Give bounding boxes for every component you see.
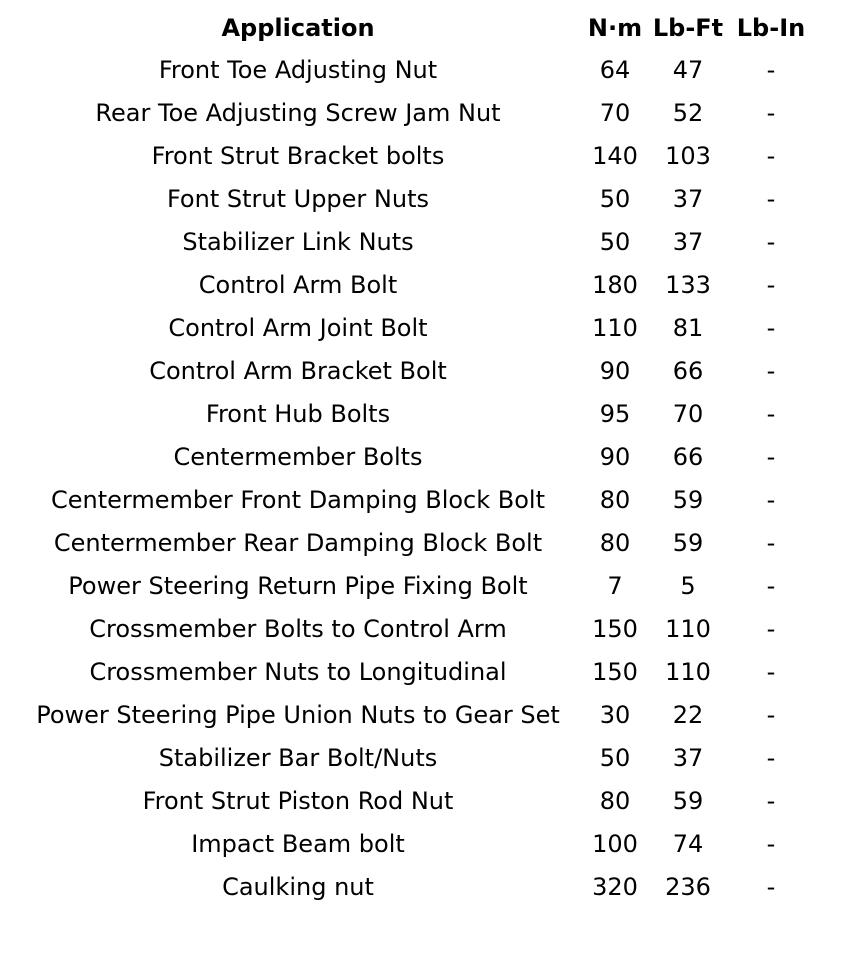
- cell-lbft: 236: [665, 873, 711, 901]
- cell-application: Control Arm Bolt: [198, 271, 398, 299]
- cell-application: Front Strut Bracket bolts: [151, 142, 445, 170]
- cell-nm: 150: [592, 615, 638, 643]
- cell-nm: 50: [599, 744, 631, 772]
- cell-lbft: 103: [665, 142, 711, 170]
- table-body: [0, 49, 864, 909]
- cell-lbin: -: [766, 486, 776, 514]
- cell-lbin: -: [766, 271, 776, 299]
- cell-nm: 90: [599, 443, 631, 471]
- cell-lbft: 59: [672, 486, 704, 514]
- header-application: Application: [221, 14, 375, 42]
- cell-lbft: 37: [672, 228, 704, 256]
- table-row: [0, 608, 864, 651]
- cell-application: Caulking nut: [222, 873, 374, 901]
- table-row: [0, 436, 864, 479]
- cell-application: Rear Toe Adjusting Screw Jam Nut: [95, 99, 501, 127]
- cell-nm: 80: [599, 486, 631, 514]
- cell-lbin: -: [766, 142, 776, 170]
- cell-lbin: -: [766, 873, 776, 901]
- cell-lbin: -: [766, 529, 776, 557]
- header-nm: N·m: [587, 14, 643, 42]
- table-row: [0, 565, 864, 608]
- cell-lbft: 110: [665, 615, 711, 643]
- cell-nm: 140: [592, 142, 638, 170]
- cell-lbin: -: [766, 572, 776, 600]
- cell-lbin: -: [766, 56, 776, 84]
- cell-nm: 50: [599, 228, 631, 256]
- cell-application: Crossmember Nuts to Longitudinal: [89, 658, 507, 686]
- cell-nm: 90: [599, 357, 631, 385]
- cell-lbft: 37: [672, 744, 704, 772]
- table-row: [0, 135, 864, 178]
- cell-lbin: -: [766, 314, 776, 342]
- table-row: [0, 350, 864, 393]
- cell-application: Impact Beam bolt: [191, 830, 405, 858]
- cell-nm: 80: [599, 787, 631, 815]
- cell-lbft: 37: [672, 185, 704, 213]
- cell-nm: 50: [599, 185, 631, 213]
- cell-lbin: -: [766, 744, 776, 772]
- cell-application: Centermember Rear Damping Block Bolt: [53, 529, 543, 557]
- cell-lbin: -: [766, 830, 776, 858]
- cell-nm: 150: [592, 658, 638, 686]
- cell-lbin: -: [766, 185, 776, 213]
- table-row: [0, 221, 864, 264]
- table-row: [0, 522, 864, 565]
- cell-nm: 80: [599, 529, 631, 557]
- cell-lbin: -: [766, 787, 776, 815]
- cell-nm: 7: [607, 572, 623, 600]
- cell-lbft: 59: [672, 787, 704, 815]
- table-row: [0, 92, 864, 135]
- cell-application: Front Hub Bolts: [205, 400, 391, 428]
- table-row: [0, 780, 864, 823]
- cell-application: Power Steering Pipe Union Nuts to Gear Set: [36, 701, 560, 729]
- cell-application: Power Steering Return Pipe Fixing Bolt: [68, 572, 528, 600]
- cell-lbft: 22: [672, 701, 704, 729]
- cell-lbin: -: [766, 228, 776, 256]
- cell-lbin: -: [766, 701, 776, 729]
- cell-lbin: -: [766, 99, 776, 127]
- cell-lbft: 110: [665, 658, 711, 686]
- cell-nm: 95: [599, 400, 631, 428]
- cell-lbin: -: [766, 615, 776, 643]
- cell-application: Font Strut Upper Nuts: [166, 185, 430, 213]
- cell-nm: 180: [592, 271, 638, 299]
- cell-lbft: 47: [672, 56, 704, 84]
- cell-lbft: 66: [672, 443, 704, 471]
- cell-application: Control Arm Joint Bolt: [168, 314, 428, 342]
- cell-lbft: 52: [672, 99, 704, 127]
- cell-lbft: 133: [665, 271, 711, 299]
- cell-application: Stabilizer Link Nuts: [182, 228, 414, 256]
- table-row: [0, 49, 864, 92]
- cell-application: Front Strut Piston Rod Nut: [142, 787, 454, 815]
- cell-application: Centermember Bolts: [173, 443, 423, 471]
- cell-application: Front Toe Adjusting Nut: [158, 56, 438, 84]
- table-row: [0, 264, 864, 307]
- table-row: [0, 479, 864, 522]
- cell-lbft: 5: [680, 572, 696, 600]
- cell-application: Centermember Front Damping Block Bolt: [50, 486, 545, 514]
- table-row: [0, 651, 864, 694]
- header-lbft: Lb-Ft: [652, 14, 724, 42]
- cell-lbin: -: [766, 357, 776, 385]
- table-header-row: [0, 7, 864, 49]
- cell-nm: 64: [599, 56, 631, 84]
- cell-lbft: 59: [672, 529, 704, 557]
- cell-nm: 30: [599, 701, 631, 729]
- table-row: [0, 178, 864, 221]
- cell-nm: 110: [592, 314, 638, 342]
- table-row: [0, 866, 864, 909]
- cell-lbft: 66: [672, 357, 704, 385]
- cell-nm: 320: [592, 873, 638, 901]
- cell-nm: 100: [592, 830, 638, 858]
- table-row: [0, 694, 864, 737]
- table-row: [0, 823, 864, 866]
- cell-application: Crossmember Bolts to Control Arm: [89, 615, 507, 643]
- cell-lbft: 70: [672, 400, 704, 428]
- cell-lbin: -: [766, 443, 776, 471]
- cell-application: Control Arm Bracket Bolt: [149, 357, 447, 385]
- cell-lbin: -: [766, 658, 776, 686]
- cell-lbft: 74: [672, 830, 704, 858]
- cell-nm: 70: [599, 99, 631, 127]
- header-lbin: Lb-In: [736, 14, 806, 42]
- table-row: [0, 737, 864, 780]
- cell-application: Stabilizer Bar Bolt/Nuts: [158, 744, 438, 772]
- cell-lbin: -: [766, 400, 776, 428]
- torque-specification-table: [0, 7, 864, 909]
- table-row: [0, 307, 864, 350]
- cell-lbft: 81: [672, 314, 704, 342]
- table-row: [0, 393, 864, 436]
